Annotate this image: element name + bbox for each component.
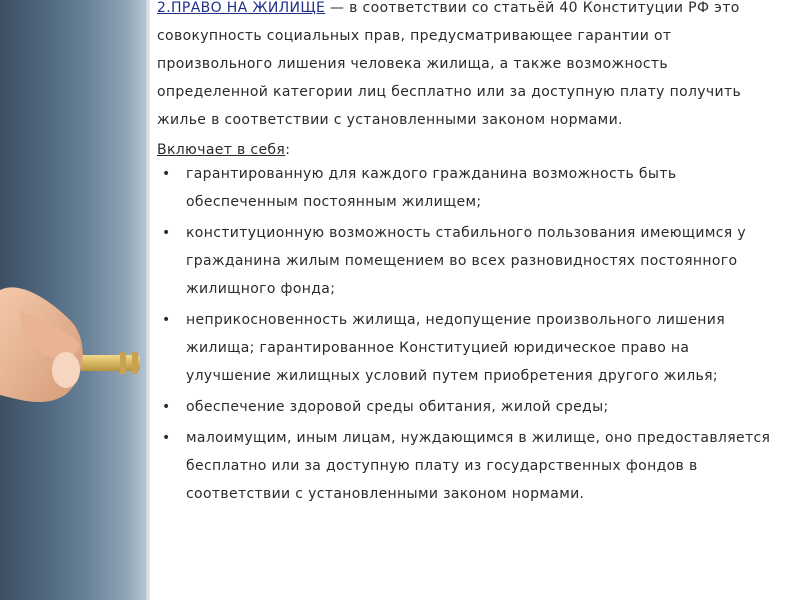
list-item-text: малоимущим, иным лицам, нуждающимся в жилище, оно предоставляется бесплатно или за доступную плату из государственных фондов в соответствии с установленными законом нормами. [186,430,771,502]
bullet-icon: • [162,166,171,182]
list-item-text: гарантированную для каждого гражданина возможность быть обеспеченным постоянным жилищем; [186,166,677,210]
includes-label [157,140,777,160]
bullet-icon: • [162,312,171,328]
document-body [157,0,777,511]
rights-list [0,160,777,508]
list-item [0,219,777,303]
list-item-text: обеспечение здоровой среды обитания, жилой среды; [186,399,609,415]
list-item [0,393,777,421]
list-item [0,160,777,216]
list-item [0,306,777,390]
intro-text: — в соответствии со статьёй 40 Конституции РФ это совокупность социальных прав, предусматривающее гарантии от произвольного лишения человека жилища, а также возможность определенной категории лиц бесплатно или за доступную плату получить жилье в соответствии с установленными законом нормами. [157,0,742,128]
bullet-icon: • [162,399,171,415]
list-item-text: конституционную возможность стабильного пользования имеющимся у гражданина жилым помещением во всех разновидностях постоянного жилищного фонда; [186,225,747,297]
includes-label-text: Включает в себя [157,142,286,158]
bullet-icon: • [162,225,171,241]
intro-paragraph [157,0,777,134]
list-item [0,424,777,508]
list-item-text: неприкосновенность жилища, недопущение произвольного лишения жилища; гарантированное Конституцией юридическое право на улучшение жилищных условий путем приобретения другого жилья; [186,312,726,384]
bullet-icon: • [162,430,171,446]
heading-link[interactable]: 2.ПРАВО НА ЖИЛИЩЕ [157,0,326,16]
includes-colon: : [285,142,291,158]
